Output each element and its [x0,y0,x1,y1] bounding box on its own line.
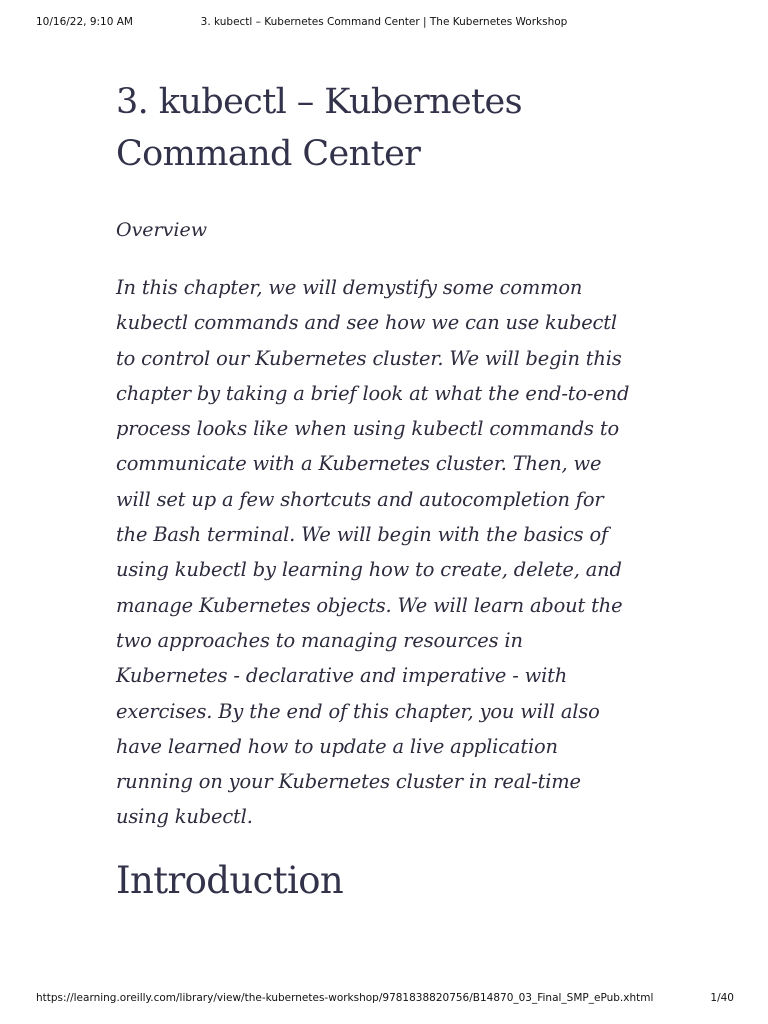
print-footer [0,992,768,1008]
overview-label: Overview [116,219,207,241]
page-url-link[interactable]: https://learning.oreilly.com/library/view/the-kubernetes-workshop/9781838820756/B14870_03_Final_SMP_ePub.xhtml [36,992,654,1004]
chapter-title: 3. kubectl – Kubernetes Command Center [116,82,522,174]
page-number: 1/40 [710,992,734,1004]
chapter-content [116,76,636,911]
section-heading-introduction: Introduction [116,858,344,902]
print-header [0,16,768,32]
overview-paragraph: In this chapter, we will demystify some common kubectl commands and see how we can use kubectl to control our Kubernetes cluster. We will begin this chapter by taking a brief look at what the end-to-end process looks like when using kubectl commands to communicate with a Kubernetes cluster. Then, we will set up a few shortcuts and autocompletion for the Bash terminal. We will begin with the basics of using kubectl by learning how to create, delete, and manage Kubernetes objects. We will learn about the two approaches to managing resources in Kubernetes - declarative and imperative - with exercises. By the end of this chapter, you will also have learned how to update a live application running on your Kubernetes cluster in real-time using kubectl. [116,276,630,829]
print-datetime: 10/16/22, 9:10 AM [36,16,133,28]
print-page-title: 3. kubectl – Kubernetes Command Center | The Kubernetes Workshop [200,16,568,28]
